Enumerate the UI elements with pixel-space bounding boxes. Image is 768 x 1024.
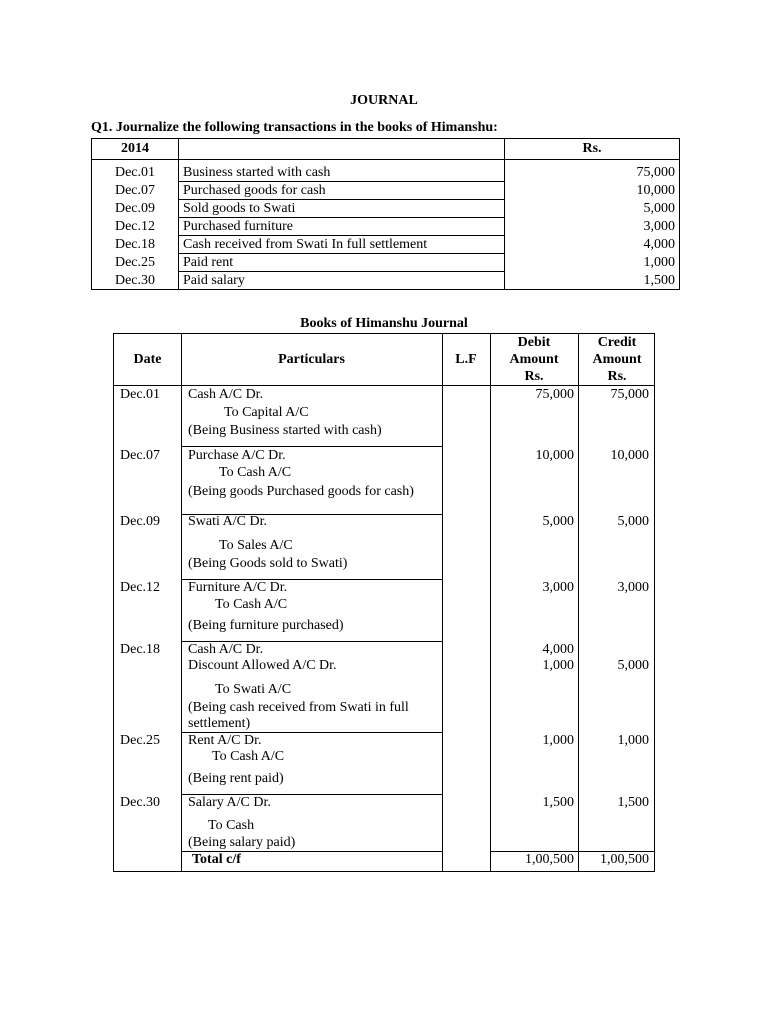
transaction-description: Paid rent — [179, 254, 505, 272]
entry-date: Dec.01 — [120, 387, 161, 402]
date-header: Date — [133, 352, 162, 367]
entry-debit-amount: 75,000 — [535, 387, 574, 402]
transaction-amount: 5,000 — [505, 200, 680, 218]
transaction-amount: 4,000 — [505, 236, 680, 254]
entry-date: Dec.25 — [120, 733, 161, 748]
entry-credit-amount: 3,000 — [617, 580, 649, 595]
transactions-header-row — [92, 139, 680, 160]
document-title: JOURNAL — [350, 93, 418, 108]
column-divider — [181, 334, 182, 871]
table-row — [92, 254, 680, 272]
entry-credit-amount: 1,500 — [617, 795, 649, 810]
journal-title — [0, 316, 768, 332]
question-text: Q1. Journalize the following transactions in the books of Himanshu: — [91, 120, 498, 135]
lf-header: L.F — [455, 352, 477, 367]
transaction-date: Dec.18 — [92, 236, 179, 254]
entry-credit-account: To Cash A/C — [215, 597, 288, 612]
year-header: 2014 — [92, 139, 179, 160]
journal-table — [113, 333, 655, 872]
entry-date: Dec.09 — [120, 514, 161, 529]
credit-header-line3: Rs. — [607, 369, 627, 384]
entry-credit-amount: 5,000 — [617, 658, 649, 673]
entry-debit-amount: 1,000 — [542, 733, 574, 748]
transaction-amount: 3,000 — [505, 218, 680, 236]
entry-date: Dec.12 — [120, 580, 161, 595]
particulars-header: Particulars — [278, 352, 345, 367]
transaction-date: Dec.01 — [92, 160, 179, 182]
transactions-table — [91, 138, 680, 290]
debit-header-line2: Amount — [509, 352, 559, 367]
entry-date: Dec.18 — [120, 642, 161, 657]
table-row — [92, 236, 680, 254]
table-row — [92, 272, 680, 290]
transaction-date: Dec.25 — [92, 254, 179, 272]
entry-credit-amount: 1,000 — [617, 733, 649, 748]
entry-debit-amount: 4,000 — [542, 642, 574, 657]
entry-debit-amount: 1,500 — [542, 795, 574, 810]
transaction-description: Cash received from Swati In full settlement — [179, 236, 505, 254]
entry-debit-account: Cash A/C Dr. — [188, 642, 264, 657]
table-row — [92, 200, 680, 218]
transaction-description: Purchased furniture — [179, 218, 505, 236]
table-row — [92, 218, 680, 236]
transaction-description: Purchased goods for cash — [179, 182, 505, 200]
entry-credit-account: To Capital A/C — [224, 405, 309, 420]
transaction-amount: 1,000 — [505, 254, 680, 272]
table-row — [92, 182, 680, 200]
transaction-amount: 1,500 — [505, 272, 680, 290]
transaction-description: Sold goods to Swati — [179, 200, 505, 218]
entry-narration: (Being furniture purchased) — [188, 618, 344, 633]
table-row — [92, 160, 680, 182]
entry-narration: (Being Goods sold to Swati) — [188, 556, 348, 571]
credit-header-line1: Credit — [597, 335, 637, 350]
entry-narration: (Being rent paid) — [188, 771, 284, 786]
debit-header-line3: Rs. — [524, 369, 544, 384]
entry-credit-account: To Cash A/C — [212, 749, 285, 764]
entry-debit-account: Swati A/C Dr. — [188, 514, 267, 529]
column-divider — [578, 334, 579, 871]
debit-header-line1: Debit — [517, 335, 551, 350]
entry-narration: (Being goods Purchased goods for cash) — [188, 484, 414, 499]
entry-date: Dec.07 — [120, 448, 161, 463]
entry-debit-account: Discount Allowed A/C Dr. — [188, 658, 337, 673]
transaction-description: Paid salary — [179, 272, 505, 290]
credit-header-line2: Amount — [592, 352, 642, 367]
entry-credit-amount: 5,000 — [617, 514, 649, 529]
transaction-amount: 75,000 — [505, 160, 680, 182]
entry-debit-account: Rent A/C Dr. — [188, 733, 262, 748]
entry-debit-account: Salary A/C Dr. — [188, 795, 271, 810]
transaction-amount: 10,000 — [505, 182, 680, 200]
entry-debit-amount: 5,000 — [542, 514, 574, 529]
transaction-date: Dec.30 — [92, 272, 179, 290]
entry-credit-account: To Cash A/C — [219, 465, 292, 480]
entry-credit-account: To Cash — [208, 818, 255, 833]
description-header — [179, 139, 505, 160]
journal-title-text: Books of Himanshu Journal — [300, 316, 468, 331]
amount-header: Rs. — [505, 139, 680, 160]
total-debit-amount: 1,00,500 — [525, 852, 574, 867]
entry-narration: (Being salary paid) — [188, 835, 296, 850]
entry-debit-amount: 3,000 — [542, 580, 574, 595]
entry-debit-amount: 10,000 — [535, 448, 574, 463]
entry-credit-account: To Swati A/C — [215, 682, 292, 697]
entry-debit-account: Cash A/C Dr. — [188, 387, 264, 402]
entry-debit-amount: 1,000 — [542, 658, 574, 673]
entry-narration: (Being Business started with cash) — [188, 423, 382, 438]
transaction-date: Dec.12 — [92, 218, 179, 236]
entry-debit-account: Furniture A/C Dr. — [188, 580, 288, 595]
transaction-date: Dec.07 — [92, 182, 179, 200]
entry-credit-amount: 10,000 — [610, 448, 649, 463]
entry-credit-amount: 75,000 — [610, 387, 649, 402]
total-label: Total c/f — [192, 852, 241, 867]
column-divider — [490, 334, 491, 871]
column-divider — [442, 334, 443, 871]
entry-credit-account: To Sales A/C — [219, 538, 293, 553]
entry-narration: settlement) — [188, 716, 251, 731]
entry-date: Dec.30 — [120, 795, 161, 810]
entry-narration: (Being cash received from Swati in full — [188, 700, 409, 715]
transaction-description: Business started with cash — [179, 160, 505, 182]
transaction-date: Dec.09 — [92, 200, 179, 218]
total-credit-amount: 1,00,500 — [600, 852, 649, 867]
entry-debit-account: Purchase A/C Dr. — [188, 448, 286, 463]
